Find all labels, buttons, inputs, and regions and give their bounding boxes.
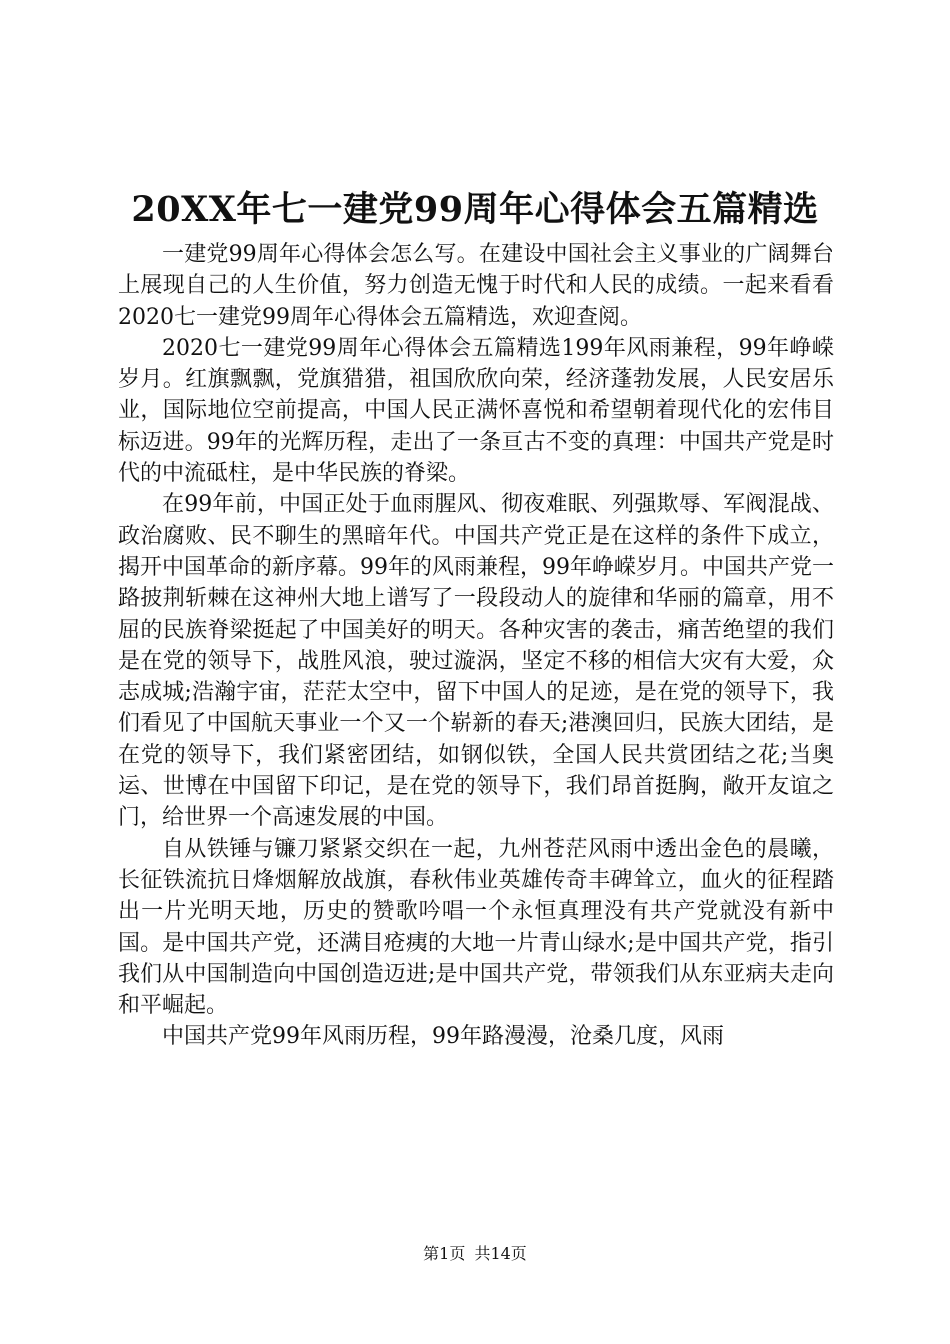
paragraph-1: 一建党99周年心得体会怎么写。在建设中国社会主义事业的广阔舞台上展现自己的人生价值，努力创造无愧于时代和人民的成绩。一起来看看2020七一建党99周年心得体会五篇精选，欢迎查阅。 <box>118 242 834 330</box>
paragraph-4: 自从铁锤与镰刀紧紧交织在一起，九州苍茫风雨中透出金色的晨曦，长征铁流抗日烽烟解放战旗，春秋伟业英雄传奇丰碑耸立，血火的征程踏出一片光明天地，历史的赞歌吟唱一个永恒真理没有共产党就没有新中国。是中国共产党，还满目疮痍的大地一片青山绿水;是中国共产党，指引我们从中国制造向中国创造迈进;是中国共产党，带领我们从东亚病夫走向和平崛起。 <box>118 836 834 1019</box>
paragraph-2: 2020七一建党99周年心得体会五篇精选199年风雨兼程，99年峥嵘岁月。红旗飘飘，党旗猎猎，祖国欣欣向荣，经济蓬勃发展，人民安居乐业，国际地位空前提高，中国人民正满怀喜悦和希望朝着现代化的宏伟目标迈进。99年的光辉历程，走出了一条亘古不变的真理：中国共产党是时代的中流砥柱，是中华民族的脊梁。 <box>118 335 834 487</box>
page-number-footer: 第1页 共14页 <box>423 1244 527 1263</box>
paragraph-5: 中国共产党99年风雨历程，99年路漫漫，沧桑几度，风雨 <box>162 1024 724 1050</box>
document-body <box>118 239 834 1053</box>
document-title: 20XX年七一建党99周年心得体会五篇精选 <box>131 189 819 230</box>
paragraph-3: 在99年前，中国正处于血雨腥风、彻夜难眠、列强欺辱、军阀混战、政治腐败、民不聊生的黑暗年代。中国共产党正是在这样的条件下成立，揭开中国革命的新序幕。99年的风雨兼程，99年峥嵘岁月。中国共产党一路披荆斩棘在这神州大地上谱写了一段段动人的旋律和华丽的篇章，用不屈的民族脊梁挺起了中国美好的明天。各种灾害的袭击，痛苦绝望的我们是在党的领导下，战胜风浪，驶过漩涡，坚定不移的相信大灾有大爱，众志成城;浩瀚宇宙，茫茫太空中，留下中国人的足迹，是在党的领导下，我们看见了中国航天事业一个又一个崭新的春天;港澳回归，民族大团结，是在党的领导下，我们紧密团结，如钢似铁，全国人民共赏团结之花;当奥运、世博在中国留下印记，是在党的领导下，我们昂首挺胸，敞开友谊之门，给世界一个高速发展的中国。 <box>118 492 834 831</box>
